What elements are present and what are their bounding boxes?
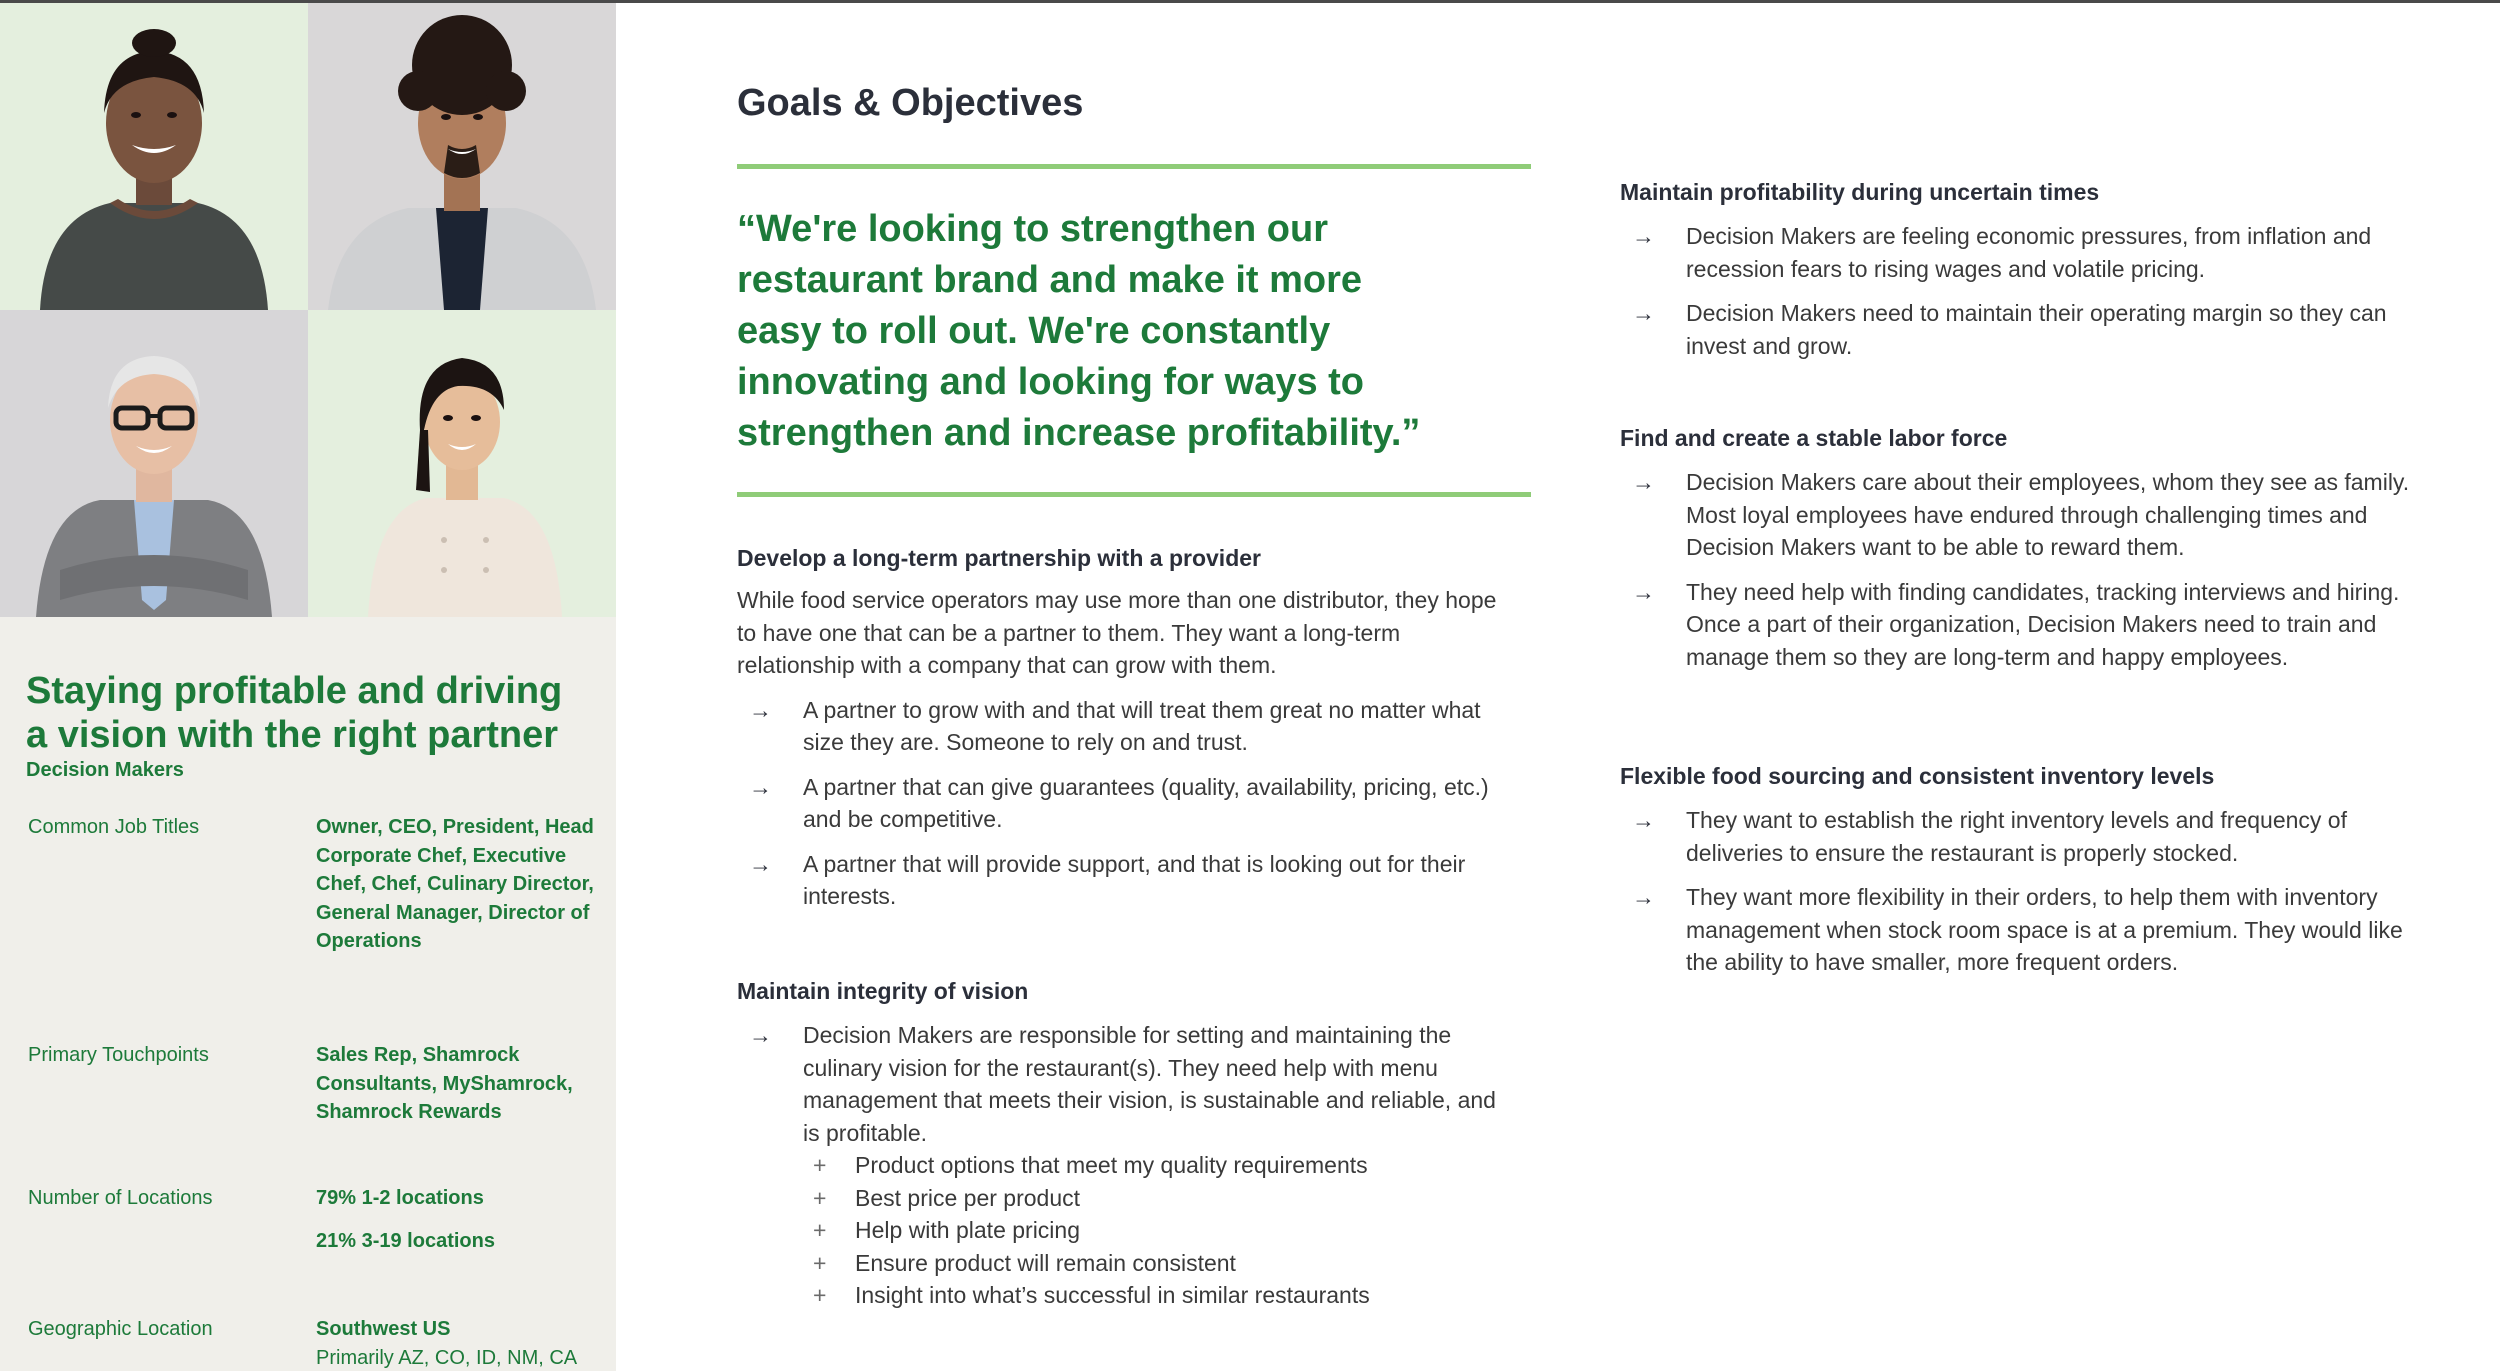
list-item: → They want more flexibility in their orders, to help them with inventory management when stock room space is at a premium. They would like the ability to have smaller, more frequent orders.: [1620, 881, 2420, 979]
fact-value: [316, 1184, 616, 1255]
list-item: → A partner that will provide support, and that is looking out for their interests.: [737, 848, 1517, 913]
arrow-right-icon: →: [1632, 300, 1655, 326]
quote-rule-bottom: [737, 492, 1531, 497]
arrow-right-icon: →: [749, 773, 772, 800]
arrow-right-icon: →: [1632, 884, 1655, 910]
plus-icon: +: [813, 1217, 827, 1243]
arrow-right-icon: →: [1632, 578, 1655, 605]
list-item: → A partner to grow with and that will treat them great no matter what size they are. Someone to rely on and trust.: [737, 694, 1517, 759]
fact-label: Geographic Location: [28, 1318, 213, 1340]
arrow-right-icon: →: [749, 696, 772, 723]
fact-value: Sales Rep, Shamrock Consultants, MyShamrock, Shamrock Rewards: [316, 1044, 573, 1123]
sub-list-item: + Best price per product: [803, 1182, 1517, 1215]
sub-list-item: + Help with plate pricing: [803, 1214, 1517, 1247]
fact-label: Common Job Titles: [28, 816, 200, 838]
goal-section-vision: [737, 975, 1517, 1312]
fact-job-titles: [28, 813, 618, 956]
fact-value-line: 21% 3-19 locations: [316, 1229, 495, 1252]
persona-photo-grid: [0, 3, 616, 617]
section-heading: Maintain profitability during uncertain times: [1620, 179, 2100, 205]
plus-icon: +: [813, 1152, 827, 1178]
plus-icon: +: [813, 1184, 827, 1211]
sub-list-item: + Ensure product will remain consistent: [803, 1247, 1517, 1280]
fact-locations: [28, 1184, 618, 1255]
persona-quote: “We're looking to strengthen our restaurant brand and make it more easy to roll out. We're constantly innovating and looking for ways to strengthen and increase profitability.”: [737, 208, 1421, 454]
fact-value-sub: Primarily AZ, CO, ID, NM, CA: [316, 1346, 578, 1369]
list-item: → They need help with finding candidates, tracking interviews and hiring. Once a part of their organization, Decision Makers need to train and manage them so they are long-term and happy employees.: [1620, 576, 2420, 674]
persona-photo-woman: [0, 3, 308, 310]
arrow-right-icon: →: [1632, 469, 1655, 495]
page-title: Goals & Objectives: [737, 82, 1084, 124]
persona-subtitle: Decision Makers: [26, 759, 184, 781]
plus-icon: +: [813, 1282, 827, 1308]
goal-section-sourcing: [1620, 760, 2420, 979]
sub-list-item: + Insight into what’s successful in similar restaurants: [803, 1279, 1517, 1312]
list-item: → Decision Makers are feeling economic pressures, from inflation and recession fears to rising wages and volatile pricing.: [1620, 220, 2420, 285]
section-heading: Find and create a stable labor force: [1620, 425, 2008, 451]
fact-value: Owner, CEO, President, Head Corporate Chef, Executive Chef, Chef, Culinary Director, General Manager, Director of Operations: [316, 816, 594, 952]
section-heading: Develop a long-term partnership with a provider: [737, 545, 1261, 571]
list-item: → Decision Makers need to maintain their operating margin so they can invest and grow.: [1620, 297, 2420, 362]
fact-geography: [28, 1315, 618, 1371]
fact-value-line: 79% 1-2 locations: [316, 1187, 484, 1209]
persona-panel: [0, 3, 616, 1371]
fact-value-line: Southwest US: [316, 1318, 451, 1340]
arrow-right-icon: →: [749, 1022, 772, 1048]
arrow-right-icon: →: [749, 850, 772, 877]
sub-list-item: + Product options that meet my quality requirements: [803, 1149, 1517, 1182]
persona-photo-older-man: [0, 310, 308, 617]
section-intro: While food service operators may use more than one distributor, they hope to have one that can be a partner to them. They want a long-term relationship with a company that can grow with them.: [737, 587, 1497, 678]
arrow-right-icon: →: [1632, 807, 1655, 833]
fact-label: Primary Touchpoints: [28, 1044, 209, 1066]
goal-section-labor: [1620, 422, 2420, 673]
persona-photo-chef: [308, 310, 616, 617]
list-item: → A partner that can give guarantees (quality, availability, pricing, etc.) and be competitive.: [737, 771, 1517, 836]
fact-value: [316, 1315, 616, 1371]
plus-icon: +: [813, 1249, 827, 1276]
fact-label: Number of Locations: [28, 1187, 213, 1209]
persona-header: [26, 669, 606, 782]
fact-touchpoints: [28, 1041, 618, 1127]
section-heading: Maintain integrity of vision: [737, 978, 1029, 1004]
persona-title: Staying profitable and driving a vision with the right partner: [26, 670, 563, 756]
goal-section-profitability: [1620, 176, 2420, 362]
list-item: → Decision Makers care about their employees, whom they see as family. Most loyal employees have endured through challenging times and Decision Makers want to be able to reward them.: [1620, 466, 2420, 564]
list-item: → Decision Makers are responsible for setting and maintaining the culinary vision for the restaurant(s). They need help with menu management that meets their vision, is sustainable and reliable, and is profitable.: [737, 1019, 1517, 1149]
arrow-right-icon: →: [1632, 223, 1655, 249]
list-item: → They want to establish the right inventory levels and frequency of deliveries to ensure the restaurant is properly stocked.: [1620, 804, 2420, 869]
section-heading: Flexible food sourcing and consistent inventory levels: [1620, 763, 2215, 789]
quote-rule-top: [737, 164, 1531, 169]
goal-section-partnership: [737, 542, 1517, 913]
persona-photo-man-curly: [308, 3, 616, 310]
sub-list: [803, 1149, 1517, 1312]
